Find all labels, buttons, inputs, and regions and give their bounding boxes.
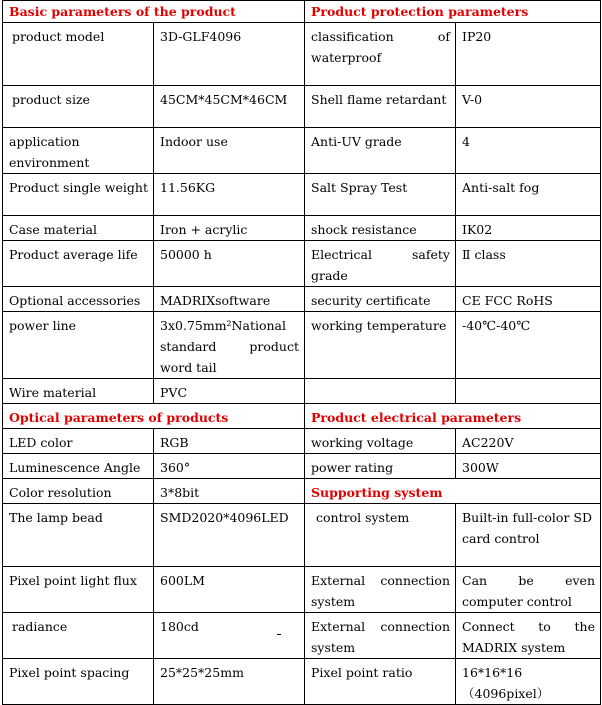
value-control-system: Built-in full-color SD card control (456, 504, 601, 567)
label-wire-material: Wire material (3, 379, 154, 404)
label-color-resolution: Color resolution (3, 479, 154, 504)
value-average-life: 50000 h (154, 241, 305, 287)
table-row (3, 379, 601, 404)
label-case-material: Case material (3, 216, 154, 241)
value-pixel-light-flux: 600LM (154, 567, 305, 613)
table-row (3, 613, 601, 659)
value-pixel-ratio: 16*16*16 （4096pixel） (456, 659, 601, 705)
label-luminescence-angle: Luminescence Angle (3, 454, 154, 479)
label-product-size: product size (3, 86, 154, 128)
label-lamp-bead: The lamp bead (3, 504, 154, 567)
table-row (3, 312, 601, 379)
table-row (3, 454, 601, 479)
table-row (3, 287, 601, 312)
value-lamp-bead: SMD2020*4096LED (154, 504, 305, 567)
label-power-line: power line (3, 312, 154, 379)
value-power-rating: 300W (456, 454, 601, 479)
value-product-model: 3D-GLF4096 (154, 23, 305, 86)
value-product-weight: 11.56KG (154, 174, 305, 216)
label-optional-accessories: Optional accessories (3, 287, 154, 312)
header-protection-parameters: Product protection parameters (305, 1, 601, 23)
table-row (3, 241, 601, 287)
table-row (3, 128, 601, 174)
value-application-environment: Indoor use (154, 128, 305, 174)
table-row (3, 23, 601, 86)
label-power-rating: power rating (305, 454, 456, 479)
label-security-certificate: security certificate (305, 287, 456, 312)
label-external-connection-system: External connection system (305, 567, 456, 613)
value-luminescence-angle: 360° (154, 454, 305, 479)
table-row (3, 504, 601, 567)
value-security-certificate: CE FCC RoHS (456, 287, 601, 312)
label-working-temperature: working temperature (305, 312, 456, 379)
label-shock-resistance: shock resistance (305, 216, 456, 241)
empty-cell (456, 379, 601, 404)
value-salt-spray-test: Anti-salt fog (456, 174, 601, 216)
value-madrix-connection: Connect to the MADRIX system (456, 613, 601, 659)
divider-mark (277, 634, 281, 638)
empty-cell (305, 379, 456, 404)
label-salt-spray-test: Salt Spray Test (305, 174, 456, 216)
label-pixel-spacing: Pixel point spacing (3, 659, 154, 705)
label-radiance: radiance (3, 613, 154, 659)
value-shock-resistance: IK02 (456, 216, 601, 241)
label-electrical-safety-grade: Electrical safety grade (305, 241, 456, 287)
table-row (3, 86, 601, 128)
section-header-row (3, 404, 601, 429)
value-color-resolution: 3*8bit (154, 479, 305, 504)
table-row (3, 429, 601, 454)
table-row (3, 174, 601, 216)
value-case-material: Iron + acrylic (154, 216, 305, 241)
label-external-connection-system: External connection system (305, 613, 456, 659)
label-average-life: Product average life (3, 241, 154, 287)
value-computer-control: Can be even computer control (456, 567, 601, 613)
product-spec-table (2, 0, 601, 705)
value-waterproof-class: IP20 (456, 23, 601, 86)
table-row (3, 216, 601, 241)
value-optional-accessories: MADRIXsoftware (154, 287, 305, 312)
value-wire-material: PVC (154, 379, 305, 404)
table-row (3, 659, 601, 705)
value-pixel-spacing: 25*25*25mm (154, 659, 305, 705)
header-basic-parameters: Basic parameters of the product (3, 1, 305, 23)
label-application-environment: application environment (3, 128, 154, 174)
value-electrical-safety-grade: Ⅱ class (456, 241, 601, 287)
value-anti-uv-grade: 4 (456, 128, 601, 174)
label-working-voltage: working voltage (305, 429, 456, 454)
header-electrical-parameters: Product electrical parameters (305, 404, 601, 429)
value-product-size: 45CM*45CM*46CM (154, 86, 305, 128)
label-control-system: control system (305, 504, 456, 567)
label-pixel-light-flux: Pixel point light flux (3, 567, 154, 613)
value-led-color: RGB (154, 429, 305, 454)
table-row (3, 479, 601, 504)
label-shell-flame-retardant: Shell flame retardant (305, 86, 456, 128)
header-optical-parameters: Optical parameters of products (3, 404, 305, 429)
table-row (3, 567, 601, 613)
value-radiance: 180cd (154, 613, 305, 659)
header-supporting-system: Supporting system (305, 479, 601, 504)
value-shell-flame-retardant: V-0 (456, 86, 601, 128)
label-anti-uv-grade: Anti-UV grade (305, 128, 456, 174)
label-product-weight: Product single weight (3, 174, 154, 216)
label-product-model: product model (3, 23, 154, 86)
section-header-row (3, 1, 601, 23)
value-working-voltage: AC220V (456, 429, 601, 454)
label-pixel-ratio: Pixel point ratio (305, 659, 456, 705)
value-power-line: 3x0.75mm²National standard product word tail (154, 312, 305, 379)
label-waterproof-class: classification of waterproof (305, 23, 456, 86)
label-led-color: LED color (3, 429, 154, 454)
value-working-temperature: -40℃-40℃ (456, 312, 601, 379)
